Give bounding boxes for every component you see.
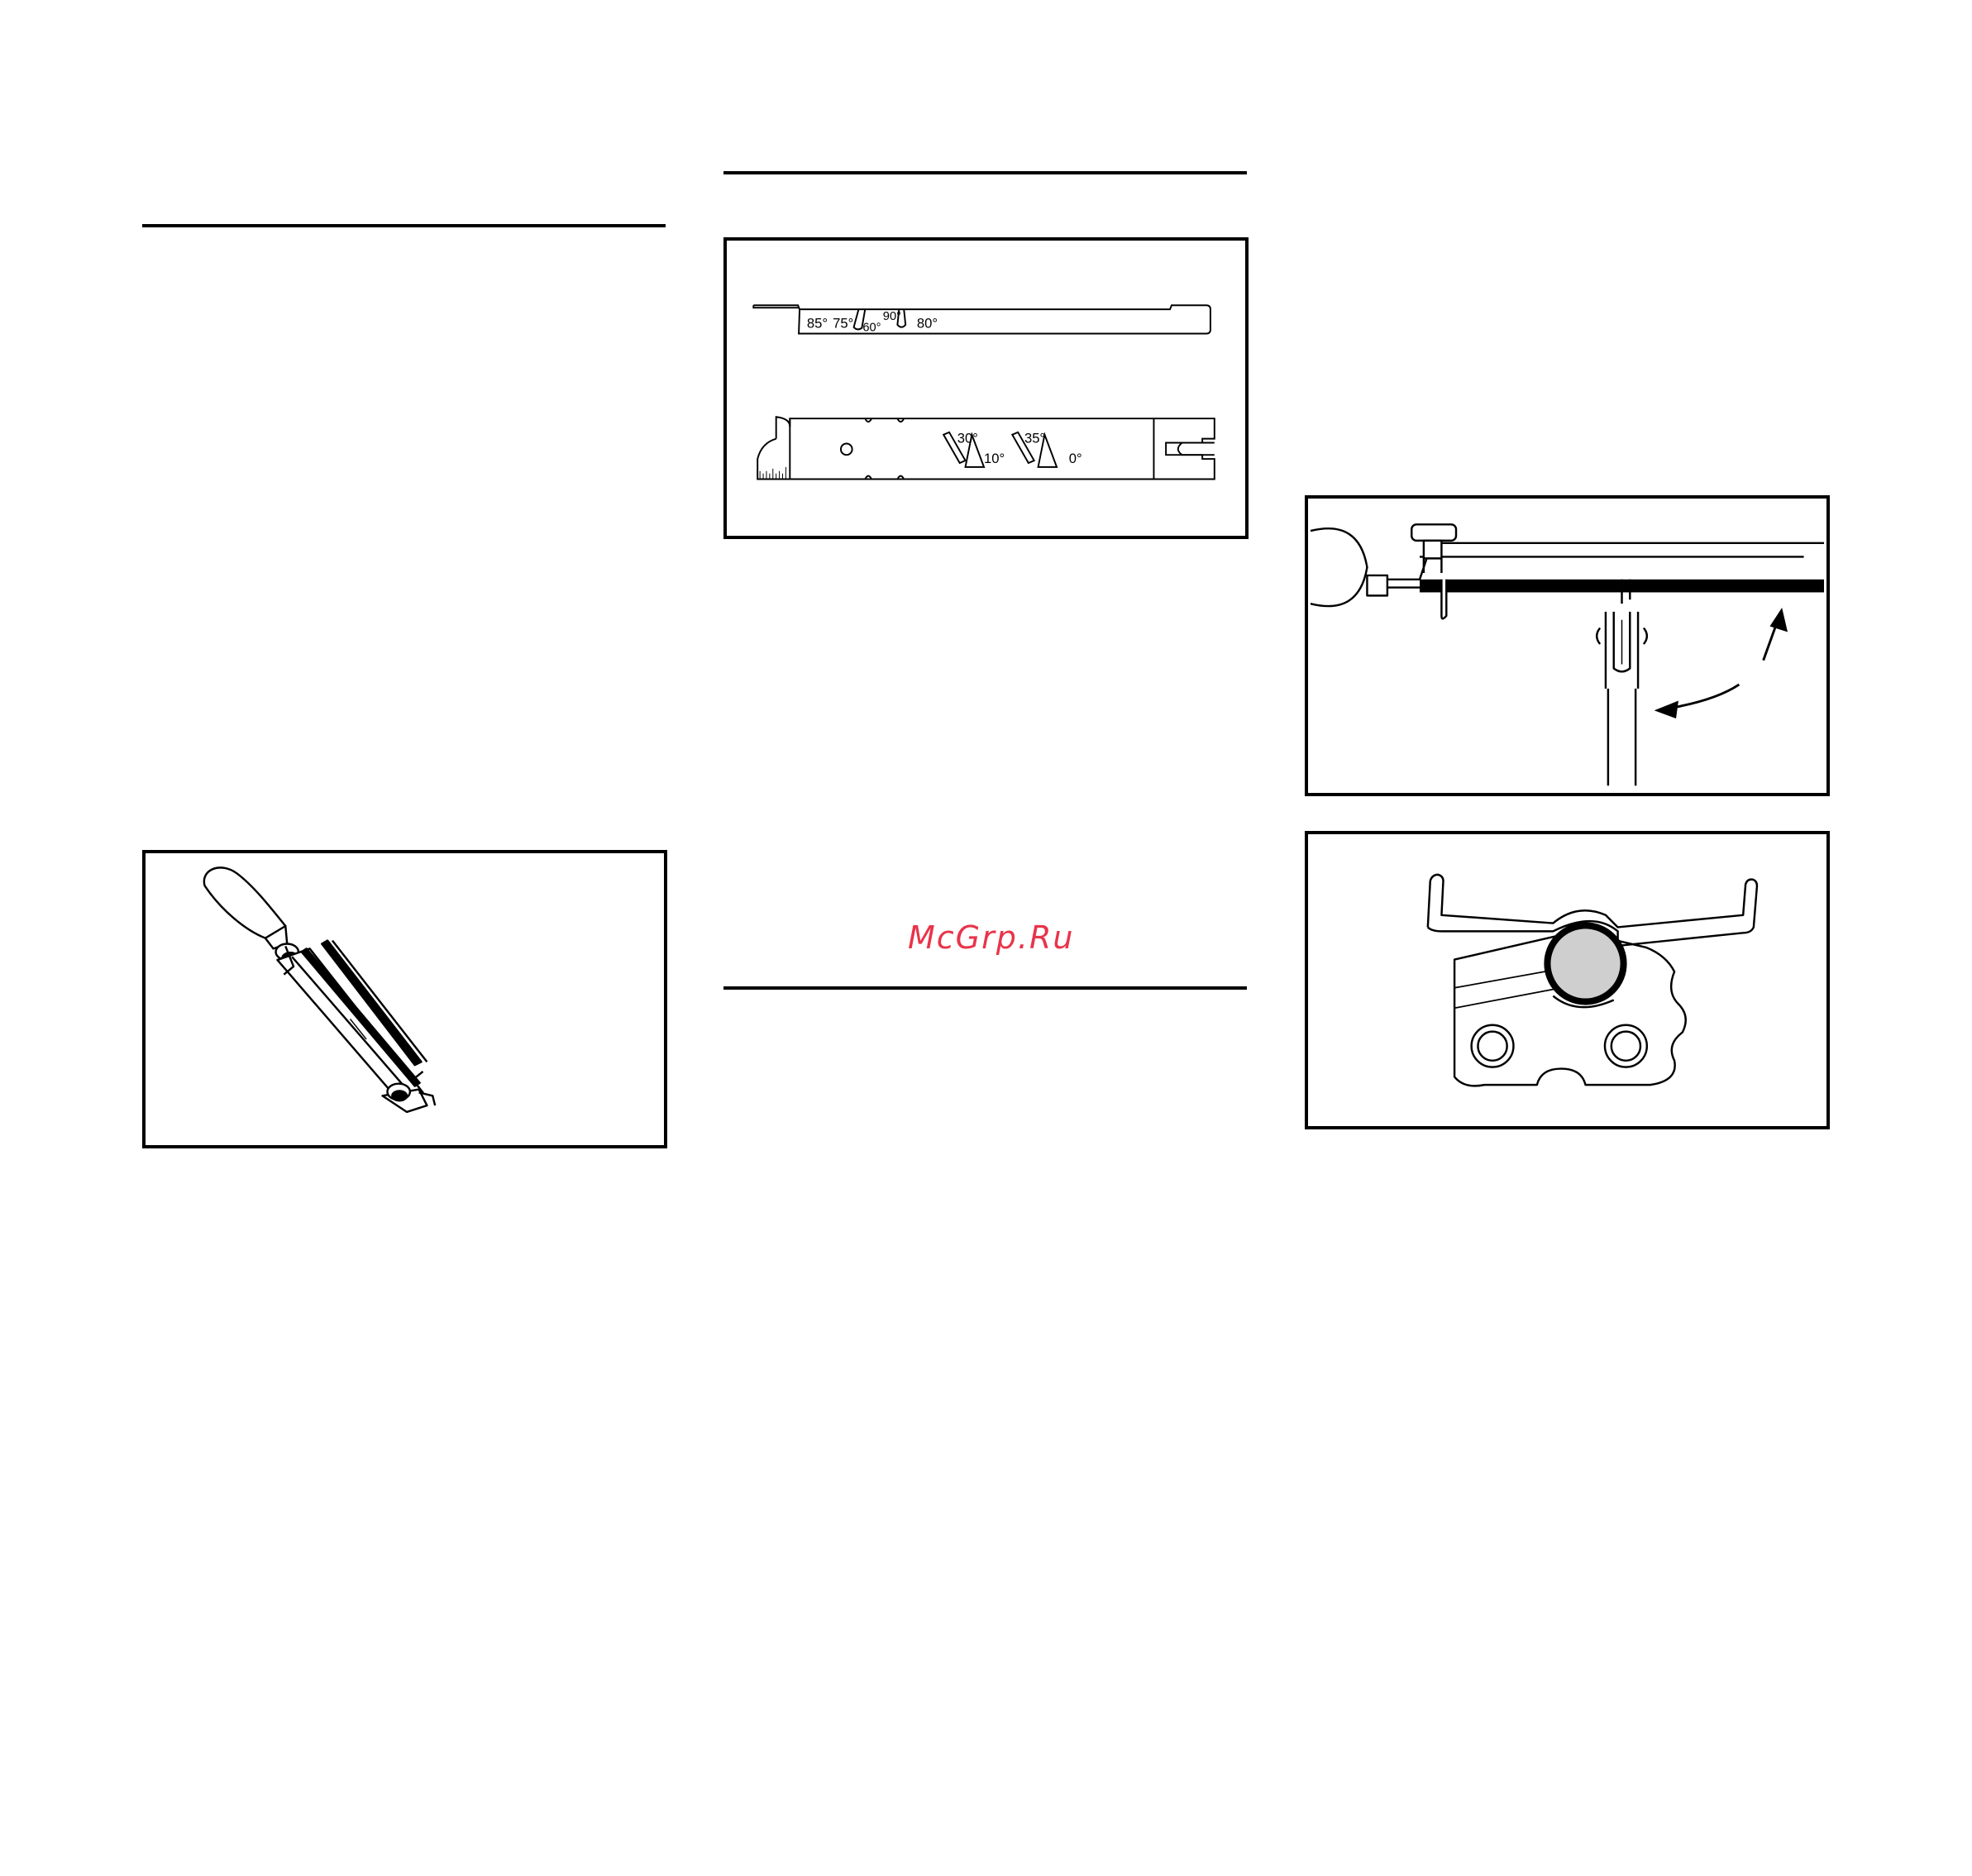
rule-middle-top (723, 171, 1247, 174)
gauge-label-85: 85° (806, 315, 828, 332)
file-holder-figure (142, 850, 667, 1148)
gauge-label-80: 80° (916, 315, 938, 332)
gauge-label-90: 90° (882, 309, 901, 323)
file-guide-on-cutter-illustration (1308, 834, 1826, 1126)
gauge-label-30: 30° (957, 430, 978, 446)
file-guide-figure (1305, 831, 1830, 1129)
watermark: McGrp.Ru (908, 919, 1075, 956)
gauge-label-10: 10° (984, 450, 1005, 466)
gauge-label-75: 75° (833, 315, 854, 332)
angle-gauge-illustration (727, 241, 1245, 536)
depth-gauge-on-bar-illustration (1308, 499, 1826, 793)
gauge-label-35: 35° (1024, 430, 1046, 446)
gauge-label-0: 0° (1068, 450, 1082, 466)
depth-gauge-figure (1305, 495, 1830, 796)
file-holder-illustration (146, 853, 664, 1145)
rule-middle-bottom (723, 986, 1247, 990)
rule-left-column (142, 224, 666, 227)
gauge-label-60: 60° (862, 321, 881, 335)
angle-gauge-figure (723, 237, 1249, 539)
